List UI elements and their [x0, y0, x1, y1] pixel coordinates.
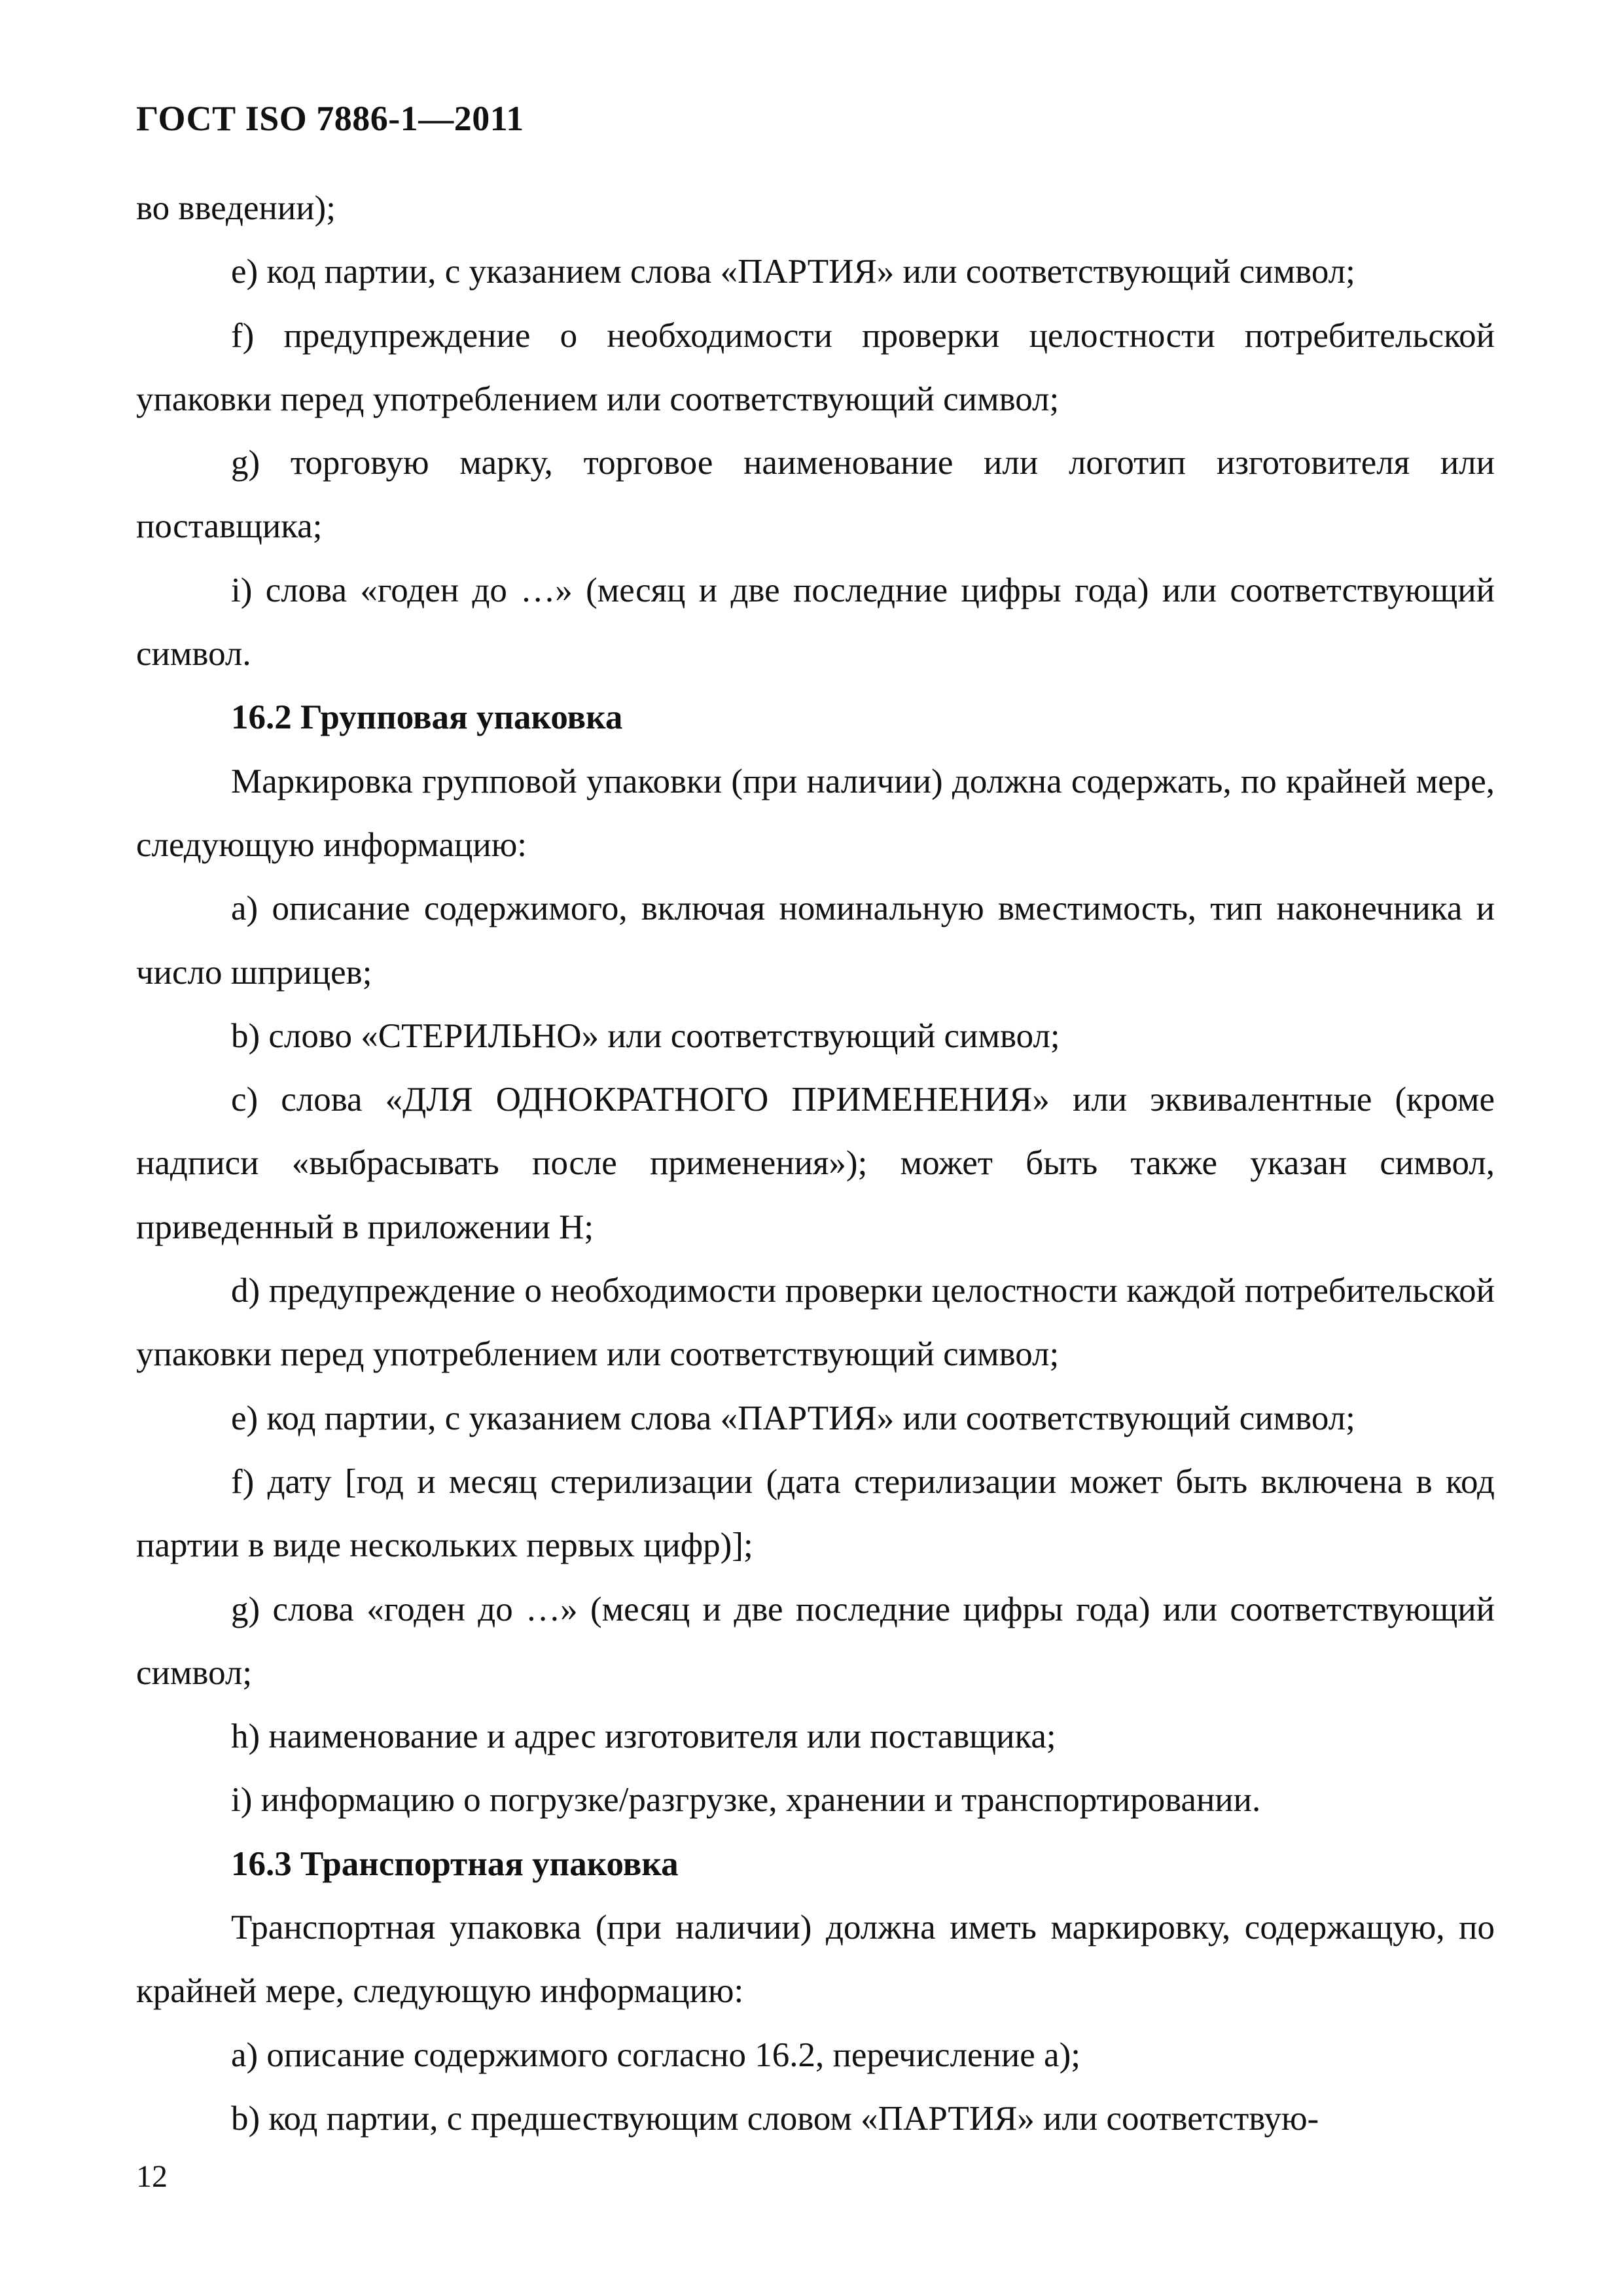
document-body	[136, 177, 1495, 2151]
paragraph: Транспортная упаковка (при наличии) должна иметь маркировку, содержащую, по крайней мере, следующую информацию:	[136, 1909, 1495, 2011]
section-heading-16-2: 16.2 Групповая упаковка	[231, 698, 623, 737]
list-item-f: f) предупреждение о необходимости проверки целостности потребительской упаковки перед употреблением или соответствующий символ;	[136, 316, 1495, 418]
list-item-b: b) код партии, с предшествующим словом «ПАРТИЯ» или соответствую-	[231, 2099, 1319, 2138]
list-item-e: е) код партии, с указанием слова «ПАРТИЯ» или соответствующий символ;	[231, 1399, 1355, 1437]
list-item-h: h) наименование и адрес изготовителя или поставщика;	[231, 1717, 1056, 1756]
paragraph: Маркировка групповой упаковки (при наличии) должна содержать, по крайней мере, следующую информацию:	[136, 762, 1495, 864]
list-item-c: c) слова «ДЛЯ ОДНОКРАТНОГО ПРИМЕНЕНИЯ» или эквивалентные (кроме надписи «выбрасывать после применения»); может быть также указан символ, приведенный в приложении Н;	[136, 1081, 1495, 1246]
document-header: ГОСТ ISO 7886-1—2011	[136, 99, 524, 138]
section-heading-16-3: 16.3 Транспортная упаковка	[231, 1844, 679, 1883]
page-number: 12	[136, 2159, 168, 2194]
list-item-a: a) описание содержимого согласно 16.2, перечисление а);	[231, 2036, 1080, 2074]
list-item-e: е) код партии, с указанием слова «ПАРТИЯ» или соответствующий символ;	[231, 253, 1355, 291]
list-item-f: f) дату [год и месяц стерилизации (дата стерилизации может быть включена в код партии в виде нескольких первых цифр)];	[136, 1462, 1495, 1565]
list-item-g: g) слова «годен до …» (месяц и две последние цифры года) или соответствующий символ;	[136, 1590, 1495, 1692]
list-item-a: a) описание содержимого, включая номинальную вместимость, тип наконечника и число шприцев;	[136, 889, 1495, 992]
list-item-g: g) торговую марку, торговое наименование или логотип изготовителя или поставщика;	[136, 444, 1495, 546]
paragraph: во введении);	[136, 189, 336, 227]
list-item-b: b) слово «СТЕРИЛЬНО» или соответствующий символ;	[231, 1016, 1060, 1055]
list-item-d: d) предупреждение о необходимости проверки целостности каждой потребительской упаковки перед употреблением или соответствующий символ;	[136, 1272, 1495, 1374]
list-item-i: i) слова «годен до …» (месяц и две последние цифры года) или соответствующий символ.	[136, 571, 1495, 673]
list-item-i: i) информацию о погрузке/разгрузке, хранении и транспортировании.	[231, 1781, 1261, 1820]
